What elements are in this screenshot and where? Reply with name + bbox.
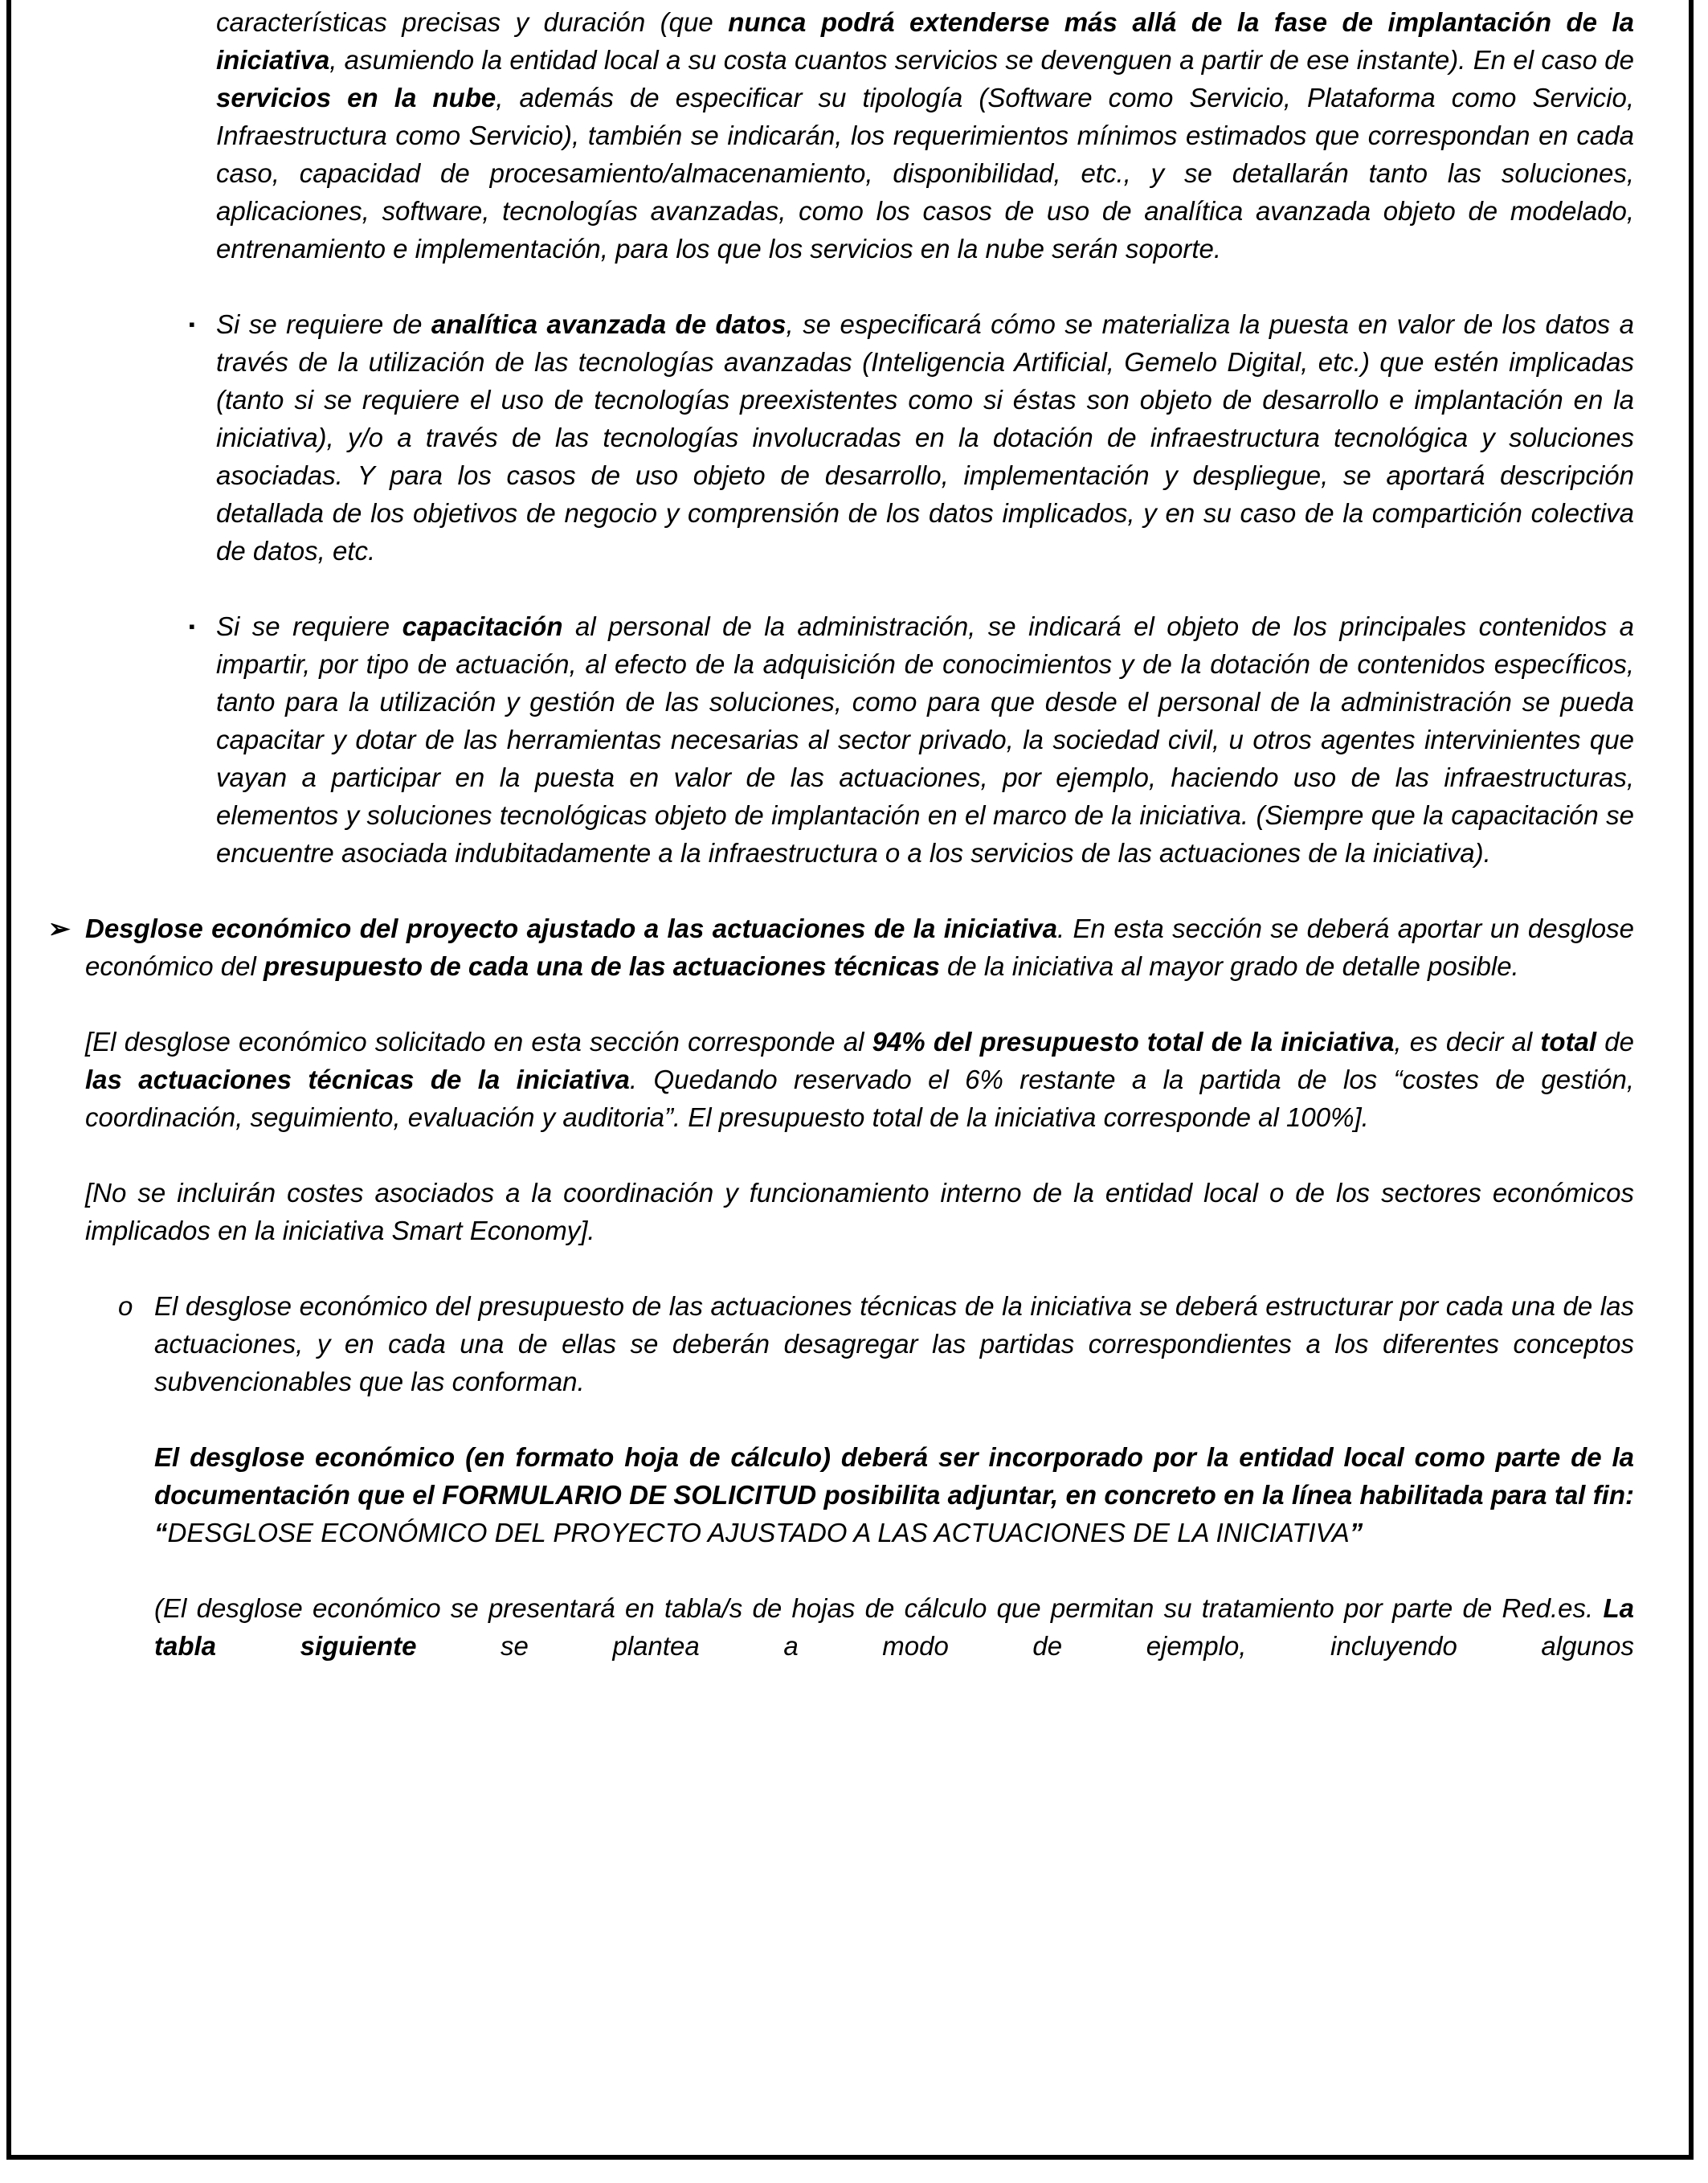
bullet-item-desglose-economico xyxy=(48,910,1634,985)
square-bullet-icon: ▪ xyxy=(189,314,195,334)
paragraph-text: Si se requiere capacitación al personal de la administración, se indicará el objeto de los principales contenidos a impartir, por tipo de actuación, al efecto de la adquisición de conocimientos y de la dotación de contenidos específicos, tanto para la utilización y gestión de las soluciones, como para que desde el personal de la administración se pueda capacitar y dotar de las herramientas necesarias al sector privado, la sociedad civil, u otros agentes intervinientes que vayan a participar en la puesta en valor de las actuaciones, por ejemplo, haciendo uso de las infraestructuras, elementos y soluciones tecnológicas objeto de implantación en el marco de la iniciativa. (Siempre que la capacitación se encuentre asociada indubitadamente a la infraestructura o a los servicios de las actuaciones de la iniciativa). xyxy=(216,611,1634,868)
arrow-bullet-icon: ➢ xyxy=(48,914,71,943)
bullet-item-analitica-avanzada xyxy=(189,305,1635,570)
paragraph-nota-costes-excluidos xyxy=(85,1174,1634,1249)
paragraph-text: [No se incluirán costes asociados a la coordinación y funcionamiento interno de la entidad local o de los sectores económicos implicados en la iniciativa Smart Economy]. xyxy=(85,1178,1634,1245)
paragraph-text: características precisas y duración (que nunca podrá extenderse más allá de la fase de implantación de la iniciativa, asumiendo la entidad local a su costa cuantos servicios se devenguen a partir de ese instante). En el caso de servicios en la nube, además de especificar su tipología (Software como Servicio, Plataforma como Servicio, Infraestructura como Servicio), también se indicarán, los requerimientos mínimos estimados que correspondan en cada caso, capacidad de procesamiento/almacenamiento, disponibilidad, etc., y se detallarán tanto las soluciones, aplicaciones, software, tecnologías avanzadas, como los casos de uso de analítica avanzada objeto de modelado, entrenamiento e implementación, para los que los servicios en la nube serán soporte. xyxy=(216,7,1635,264)
paragraph-text: (El desglose económico se presentará en tabla/s de hojas de cálculo que permitan su tratamiento por parte de Red.es. La tabla siguiente se plantea a modo de ejemplo, incluyendo algunos xyxy=(154,1593,1634,1661)
circle-bullet-icon: o xyxy=(118,1291,133,1321)
paragraph-text: Si se requiere de analítica avanzada de datos, se especificará cómo se materializa la puesta en valor de los datos a través de la utilización de las tecnologías avanzadas (Inteligencia Artificial, Gemelo Digital, etc.) que estén implicadas (tanto si se requiere el uso de tecnologías preexistentes como si éstas son objeto de desarrollo e implantación en la iniciativa), y/o a través de las tecnologías involucradas en la dotación de infraestructura tecnológica y soluciones asociadas. Y para los casos de uso objeto de desarrollo, implementación y despliegue, se aportará descripción detallada de los objetivos de negocio y comprensión de los datos implicados, y en su caso de la compartición colectiva de datos, etc. xyxy=(216,309,1635,566)
paragraph-tabla-ejemplo xyxy=(154,1589,1634,1665)
paragraph-servicios-nube xyxy=(216,3,1634,268)
paragraph-formulario-solicitud xyxy=(154,1438,1634,1551)
paragraph-text: Desglose económico del proyecto ajustado a las actuaciones de la iniciativa. En esta sección se deberá aportar un desglose económico del presupuesto de cada una de las actuaciones técnicas de la iniciativa al mayor grado de detalle posible. xyxy=(85,914,1634,981)
page-border-frame xyxy=(6,0,1694,2160)
square-bullet-icon: ▪ xyxy=(189,616,195,636)
document-body xyxy=(11,0,1689,1665)
paragraph-text: [El desglose económico solicitado en esta sección corresponde al 94% del presupuesto total de la iniciativa, es decir al total de las actuaciones técnicas de la iniciativa. Quedando reservado el 6% restante a la partida de los “costes de gestión, coordinación, seguimiento, evaluación y auditoria”. El presupuesto total de la iniciativa corresponde al 100%]. xyxy=(85,1027,1635,1132)
bullet-item-estructura-desglose xyxy=(118,1287,1634,1400)
bullet-item-capacitacion xyxy=(189,607,1634,872)
paragraph-text: El desglose económico del presupuesto de las actuaciones técnicas de la iniciativa se deberá estructurar por cada una de las actuaciones, y en cada una de ellas se deberán desagregar las partidas correspondientes a los diferentes conceptos subvencionables que las conforman. xyxy=(154,1291,1634,1396)
paragraph-nota-94-por-ciento xyxy=(85,1023,1634,1136)
paragraph-text: El desglose económico (en formato hoja de cálculo) deberá ser incorporado por la entidad local como parte de la documentación que el FORMULARIO DE SOLICITUD posibilita adjuntar, en concreto en la línea habilitada para tal fin: “DESGLOSE ECONÓMICO DEL PROYECTO AJUSTADO A LAS ACTUACIONES DE LA INICIATIVA” xyxy=(154,1442,1634,1547)
